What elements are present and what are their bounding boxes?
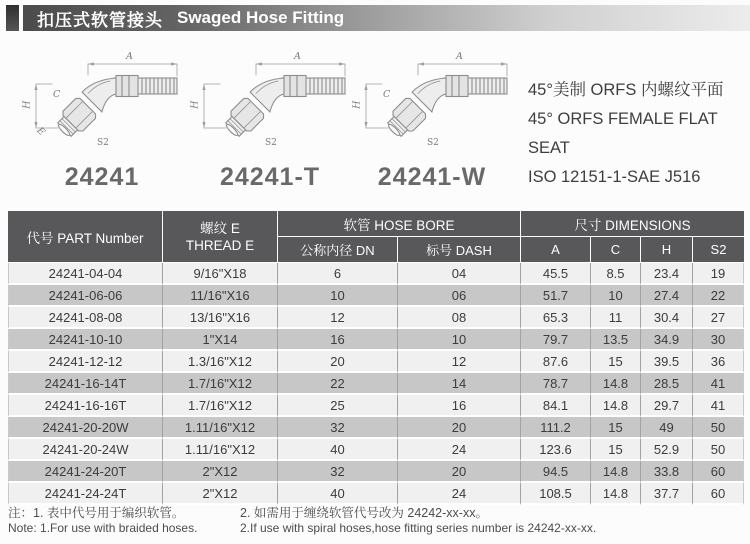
table-cell: 14.8 [591,483,641,505]
table-cell: 84.1 [521,395,591,417]
dim-label-s2: S2 [427,138,439,148]
table-cell: 1.11/16"X12 [163,439,278,461]
note-cn-1: 注：1. 表中代号用于编织软管。 [8,506,185,520]
table-cell: 87.6 [521,351,591,373]
fitting-drawing [21,51,182,154]
table-row [8,461,744,483]
table-cell: 04 [398,263,521,285]
table-cell: 1"X14 [163,329,278,351]
table-cell: 24241-16-14T [8,373,163,395]
description-line-zh: 45°美制 ORFS 内螺纹平面 [528,81,724,99]
dim-label-a: A [294,51,301,62]
note-en-1: Note: 1.For use with braided hoses. [8,521,198,535]
dim-label-h: H [21,100,33,109]
table-cell: 34.9 [641,329,693,351]
table-cell: 37.7 [641,483,693,505]
table-row [8,373,744,395]
table-cell: 65.3 [521,307,591,329]
table-cell: 08 [398,307,521,329]
table-cell: 30 [693,329,744,351]
table-cell: 12 [278,307,398,329]
page-title-en: Swaged Hose Fitting [177,8,345,27]
table-cell: 24 [398,439,521,461]
table-cell: 40 [278,483,398,505]
table-cell: 32 [278,417,398,439]
table-cell: 1.3/16"X12 [163,351,278,373]
table-cell: 50 [693,439,744,461]
figure-label: 24241-T [219,163,321,191]
table-cell: 16 [278,329,398,351]
table-cell: 10 [398,329,521,351]
col-header-thread [163,211,278,263]
col-header-dn: 公称内径 DN [278,237,398,263]
col-group-dimensions: 尺寸 DIMENSIONS [521,211,744,237]
table-cell: 28.5 [641,373,693,395]
table-cell: 24241-16-16T [8,395,163,417]
table-cell: 24241-10-10 [8,329,163,351]
table-cell: 15 [591,351,641,373]
table-cell: 52.9 [641,439,693,461]
table-cell: 79.7 [521,329,591,351]
table-row [8,439,744,461]
spec-table [8,211,744,505]
table-cell: 14.8 [591,461,641,483]
page-title-zh: 扣压式软管接头 [37,10,163,30]
dim-label-c: C [383,89,391,100]
table-cell: 111.2 [521,417,591,439]
table-cell: 22 [693,285,744,307]
table-cell: 123.6 [521,439,591,461]
table-cell: 24241-04-04 [8,263,163,285]
col-header-dash: 标号 DASH [398,237,521,263]
table-cell: 24241-20-24W [8,439,163,461]
table-cell: 14.8 [591,395,641,417]
table-cell: 13.5 [591,329,641,351]
table-row [8,395,744,417]
table-cell: 1.7/16"X12 [163,395,278,417]
table-cell: 1.11/16"X12 [163,417,278,439]
dim-label-c: C [53,89,61,100]
table-cell: 24241-24-24T [8,483,163,505]
table-cell: 06 [398,285,521,307]
table-cell: 24241-06-06 [8,285,163,307]
table-cell: 27 [693,307,744,329]
description-line-en: 45° ORFS FEMALE FLAT SEAT [528,110,718,157]
table-cell: 20 [398,417,521,439]
table-cell: 24241-20-20W [8,417,163,439]
table-cell: 10 [591,285,641,307]
table-cell: 24241-24-20T [8,461,163,483]
table-cell: 39.5 [641,351,693,373]
figure-label: 24241 [64,163,140,191]
table-cell: 20 [278,351,398,373]
table-cell: 24241-08-08 [8,307,163,329]
table-cell: 41 [693,373,744,395]
table-cell: 14 [398,373,521,395]
table-cell: 16 [398,395,521,417]
col-header-h: H [641,237,693,263]
table-cell: 10 [278,285,398,307]
table-row [8,329,744,351]
col-header-a: A [521,237,591,263]
table-cell: 22 [278,373,398,395]
table-cell: 51.7 [521,285,591,307]
table-row [8,285,744,307]
fitting-drawing [189,51,350,154]
table-cell: 11/16"X16 [163,285,278,307]
table-cell: 25 [278,395,398,417]
table-row [8,417,744,439]
table-cell: 41 [693,395,744,417]
col-header-c: C [591,237,641,263]
page-header [23,5,750,31]
figure-label: 24241-W [377,163,487,191]
table-cell: 24 [398,483,521,505]
dim-label-a: A [456,51,463,62]
table-cell: 11 [591,307,641,329]
table-cell: 2"X12 [163,483,278,505]
col-header-thread-zh: 螺纹 E [200,220,240,236]
dim-label-h: H [351,100,363,109]
table-cell: 2"X12 [163,461,278,483]
table-cell: 13/16"X16 [163,307,278,329]
table-cell: 50 [693,417,744,439]
dim-label-s2: S2 [265,138,277,148]
table-cell: 45.5 [521,263,591,285]
note-en-2: 2.If use with spiral hoses,hose fitting series number is 24242-xx-xx. [240,521,597,535]
table-cell: 60 [693,483,744,505]
table-cell: 49 [641,417,693,439]
table-cell: 32 [278,461,398,483]
spec-table-head [8,211,744,263]
fitting-drawing [351,51,512,154]
note-cn-2: 2. 如需用于缠绕软管代号改为 24242-xx-xx。 [240,506,488,520]
table-cell: 15 [591,439,641,461]
figure-24241-t [189,51,350,192]
table-cell: 6 [278,263,398,285]
table-cell: 30.4 [641,307,693,329]
table-cell: 78.7 [521,373,591,395]
dim-label-s2: S2 [97,138,109,148]
table-cell: 12 [398,351,521,373]
figure-24241-w [351,51,512,192]
table-cell: 108.5 [521,483,591,505]
table-cell: 60 [693,461,744,483]
product-description [528,76,746,192]
dim-label-h: H [189,100,201,109]
table-cell: 8.5 [591,263,641,285]
dim-label-a: A [126,51,133,62]
table-cell: 36 [693,351,744,373]
table-cell: 94.5 [521,461,591,483]
spec-table-wrap [8,211,744,505]
table-cell: 40 [278,439,398,461]
table-cell: 19 [693,263,744,285]
figure-24241 [21,51,182,192]
col-group-hose-bore: 软管 HOSE BORE [278,211,521,237]
table-cell: 20 [398,461,521,483]
col-header-thread-en: THREAD E [185,237,255,253]
table-cell: 24241-12-12 [8,351,163,373]
table-cell: 27.4 [641,285,693,307]
table-cell: 15 [591,417,641,439]
table-cell: 33.8 [641,461,693,483]
table-cell: 29.7 [641,395,693,417]
col-header-s2: S2 [693,237,744,263]
table-cell: 1.7/16"X12 [163,373,278,395]
description-line-iso: ISO 12151-1-SAE J516 [528,168,701,186]
table-row [8,483,744,505]
table-cell: 9/16"X18 [163,263,278,285]
table-row [8,263,744,285]
dim-label-e: E [34,125,47,138]
table-cell: 14.8 [591,373,641,395]
col-header-part-number: 代号 PART Number [8,211,163,263]
table-cell: 23.4 [641,263,693,285]
spec-table-body [8,263,744,505]
table-row [8,307,744,329]
header-accent-block [6,5,19,31]
table-row [8,351,744,373]
